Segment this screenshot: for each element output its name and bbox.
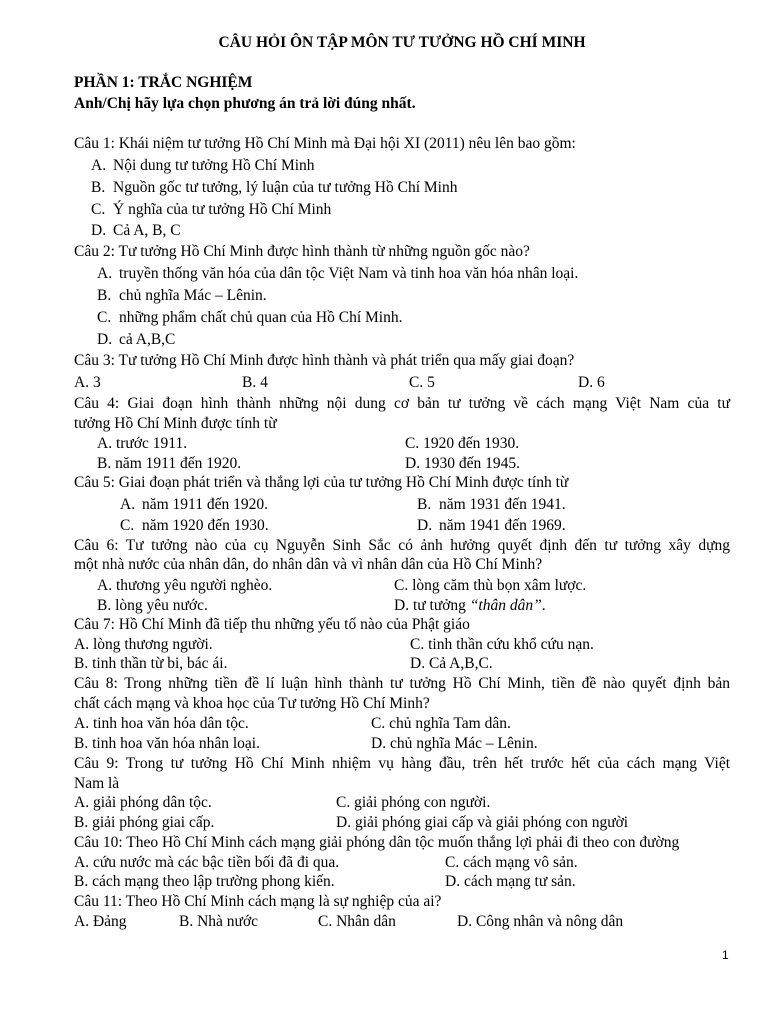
- q3-option-a: A. 3: [74, 374, 101, 391]
- question-1: Câu 1: Khái niệm tư tưởng Hồ Chí Minh mà Đại hội XI (2011) nêu lên bao gồm:: [74, 135, 576, 152]
- q7-option-b: B. tinh thần từ bi, bác ái.: [74, 655, 228, 672]
- q3-option-b: B. 4: [242, 374, 268, 391]
- q1-option-d: D. Cả A, B, C: [91, 222, 181, 239]
- section-instruction: Anh/Chị hãy lựa chọn phương án trả lời đúng nhất.: [74, 95, 416, 112]
- q7-option-a: A. lòng thương người.: [74, 636, 213, 653]
- q2-option-c: C. những phẩm chất chủ quan của Hồ Chí Minh.: [97, 309, 403, 326]
- page-number: 1: [722, 948, 729, 962]
- q6-option-c: C. lòng căm thù bọn xâm lược.: [394, 577, 587, 594]
- q9-option-b: B. giải phóng giai cấp.: [74, 814, 215, 831]
- q5-option-a: A. năm 1911 đến 1920.: [120, 496, 268, 513]
- q8-option-b: B. tinh hoa văn hóa nhân loại.: [74, 735, 260, 752]
- q5-option-c: C. năm 1920 đến 1930.: [120, 517, 269, 534]
- q4-option-d: D. 1930 đến 1945.: [405, 455, 520, 472]
- question-10: Câu 10: Theo Hồ Chí Minh cách mạng giải phóng dân tộc muốn thắng lợi phải đi theo con đường: [74, 834, 680, 851]
- q9-option-a: A. giải phóng dân tộc.: [74, 794, 212, 811]
- q10-option-d: D. cách mạng tư sản.: [445, 873, 576, 890]
- question-4-line-2: tưởng Hồ Chí Minh được tính từ: [74, 415, 277, 432]
- q11-option-d: D. Công nhân và nông dân: [457, 913, 624, 930]
- question-9-line-1: Câu 9: Trong tư tưởng Hồ Chí Minh nhiệm vụ hàng đầu, trên hết trước hết của cách mạng Việt: [74, 755, 730, 772]
- q3-option-d: D. 6: [578, 374, 605, 391]
- q5-option-b: B. năm 1931 đến 1941.: [417, 496, 566, 513]
- question-2: Câu 2: Tư tưởng Hồ Chí Minh được hình thành từ những nguồn gốc nào?: [74, 243, 530, 260]
- question-9-line-2: Nam là: [74, 775, 120, 792]
- q10-option-a: A. cứu nước mà các bậc tiền bối đã đi qua.: [74, 854, 340, 871]
- q6-option-d: D. tư tưởng “thân dân”.: [394, 597, 546, 614]
- q11-option-a: A. Đảng: [74, 913, 127, 930]
- q9-option-c: C. giải phóng con người.: [336, 794, 491, 811]
- q9-option-d: D. giải phóng giai cấp và giải phóng con người: [336, 814, 629, 831]
- question-6-line-2: một nhà nước của nhân dân, do nhân dân và vì nhân dân của Hồ Chí Minh?: [74, 556, 543, 573]
- q10-option-b: B. cách mạng theo lập trường phong kiến.: [74, 873, 335, 890]
- page-title: CÂU HỎI ÔN TẬP MÔN TƯ TƯỞNG HỒ CHÍ MINH: [218, 34, 586, 51]
- q4-option-a: A. trước 1911.: [97, 435, 188, 452]
- q2-option-a: A. truyền thống văn hóa của dân tộc Việt Nam và tinh hoa văn hóa nhân loại.: [97, 265, 579, 282]
- question-11: Câu 11: Theo Hồ Chí Minh cách mạng là sự nghiệp của ai?: [74, 893, 442, 910]
- question-5: Câu 5: Giai đoạn phát triển và thắng lợi của tư tưởng Hồ Chí Minh được tính từ: [74, 474, 569, 491]
- q8-option-c: C. chủ nghĩa Tam dân.: [371, 715, 511, 732]
- q3-option-c: C. 5: [409, 374, 435, 391]
- q11-option-c: C. Nhân dân: [318, 913, 396, 930]
- q8-option-a: A. tinh hoa văn hóa dân tộc.: [74, 715, 249, 732]
- q2-option-b: B. chủ nghĩa Mác – Lênin.: [97, 287, 267, 304]
- question-3: Câu 3: Tư tưởng Hồ Chí Minh được hình thành và phát triển qua mấy giai đoạn?: [74, 352, 575, 369]
- q7-option-d: D. Cả A,B,C.: [410, 655, 493, 672]
- question-8-line-2: chất cách mạng và khoa học của Tư tưởng Hồ Chí Minh?: [74, 695, 430, 712]
- q11-option-b: B. Nhà nước: [179, 913, 259, 930]
- question-6-line-1: Câu 6: Tư tưởng nào của cụ Nguyễn Sinh Sắc có ảnh hưởng quyết định đến tư tưởng xây dựng: [74, 537, 730, 554]
- q7-option-c: C. tinh thần cứu khổ cứu nạn.: [410, 636, 594, 653]
- question-4-line-1: Câu 4: Giai đoạn hình thành những nội dung cơ bản tư tưởng về cách mạng Việt Nam của tư: [74, 395, 730, 412]
- q1-option-b: B. Nguồn gốc tư tưởng, lý luận của tư tưởng Hồ Chí Minh: [91, 179, 458, 196]
- q8-option-d: D. chủ nghĩa Mác – Lênin.: [371, 735, 538, 752]
- q5-option-d: D. năm 1941 đến 1969.: [417, 517, 566, 534]
- q10-option-c: C. cách mạng vô sản.: [445, 854, 578, 871]
- q4-option-c: C. 1920 đến 1930.: [405, 435, 520, 452]
- question-8-line-1: Câu 8: Trong những tiền đề lí luận hình thành tư tưởng Hồ Chí Minh, tiền đề nào quyết định bản: [74, 675, 730, 692]
- q2-option-d: D. cả A,B,C: [97, 331, 176, 348]
- q6-option-b: B. lòng yêu nước.: [97, 597, 208, 614]
- q4-option-b: B. năm 1911 đến 1920.: [97, 455, 242, 472]
- question-7: Câu 7: Hồ Chí Minh đã tiếp thu những yếu tố nào của Phật giáo: [74, 616, 470, 633]
- q1-option-a: A. Nội dung tư tưởng Hồ Chí Minh: [91, 157, 315, 174]
- q1-option-c: C. Ý nghĩa của tư tưởng Hồ Chí Minh: [91, 201, 332, 218]
- q6-option-a: A. thương yêu người nghèo.: [97, 577, 273, 594]
- section-heading: PHẦN 1: TRẮC NGHIỆM: [74, 74, 253, 91]
